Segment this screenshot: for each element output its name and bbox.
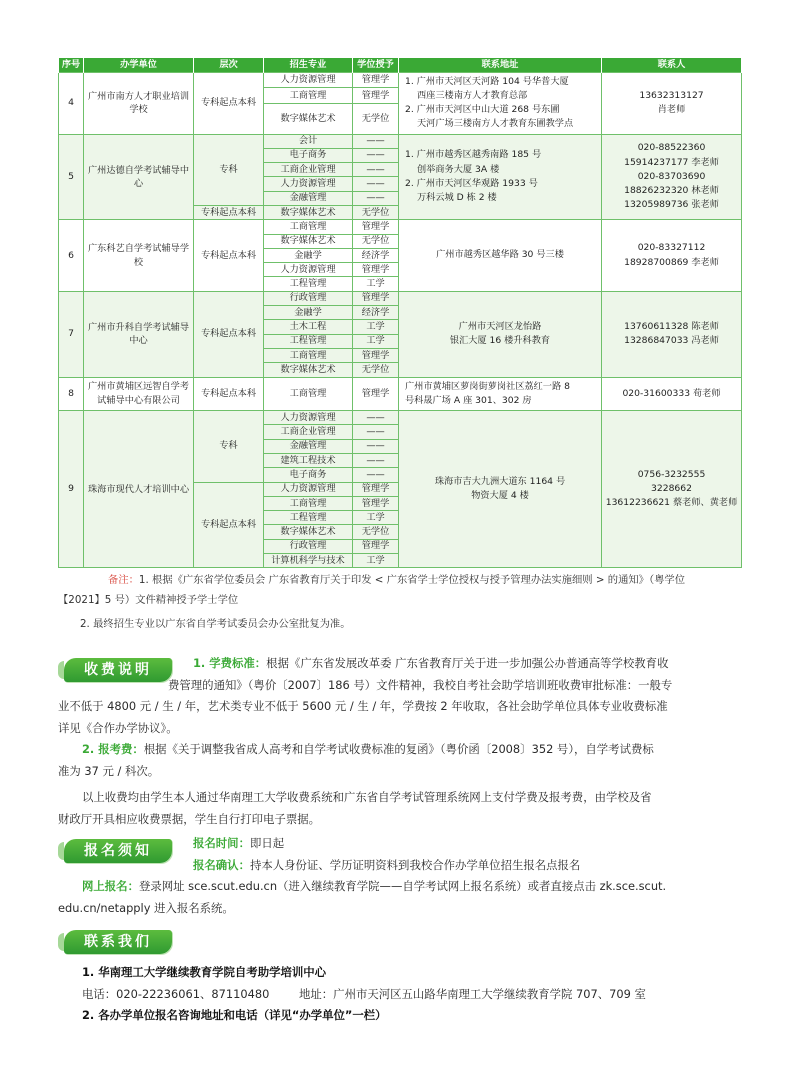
contact-badge: 联系我们 [64, 930, 172, 954]
degree: 工学 [353, 554, 399, 568]
org-level: 专科起点本科 [194, 205, 264, 219]
org-contact: 020-31600333 荀老师 [602, 377, 742, 411]
major: 数字媒体艺术 [264, 525, 353, 539]
degree: 工学 [353, 334, 399, 348]
org-level: 专科 [194, 411, 264, 482]
degree: —— [353, 163, 399, 177]
header-degree: 学位授予 [353, 58, 399, 72]
org-name: 珠海市现代人才培训中心 [84, 411, 194, 568]
org-address: 广州市天河区龙怡路 银汇大厦 16 楼升科教育 [399, 291, 602, 377]
org-level: 专科起点本科 [194, 72, 264, 134]
degree: —— [353, 177, 399, 191]
table-row [59, 220, 742, 234]
table-row [59, 411, 742, 425]
major: 建筑工程技术 [264, 453, 353, 467]
degree: 管理学 [353, 496, 399, 510]
major: 工商企业管理 [264, 425, 353, 439]
degree: 无学位 [353, 363, 399, 377]
degree: 无学位 [353, 103, 399, 134]
row-no: 8 [59, 377, 84, 411]
major: 数字媒体艺术 [264, 103, 353, 134]
org-address: 珠海市吉大九洲大道东 1164 号 物资大厦 4 楼 [399, 411, 602, 568]
major: 工商管理 [264, 377, 353, 411]
row-no: 9 [59, 411, 84, 568]
contact-phone: 电话：020-22236061、87110480 [82, 986, 270, 1001]
fees-badge: 收费说明 [64, 658, 172, 682]
degree: 管理学 [353, 377, 399, 411]
major: 工程管理 [264, 277, 353, 291]
degree: —— [353, 439, 399, 453]
registration-url-text: 登录网址 sce.scut.edu.cn（进入继续教育学院——自学考试网上报名系统）或者直接点击 zk.sce.scut. [138, 879, 667, 893]
degree: 无学位 [353, 205, 399, 219]
row-no: 6 [59, 220, 84, 291]
degree: —— [353, 453, 399, 467]
org-level: 专科起点本科 [194, 377, 264, 411]
note-line-2: 2. 最终招生专业以广东省自学考试委员会办公室批复为准。 [80, 618, 351, 630]
org-level: 专科起点本科 [194, 482, 264, 568]
major: 土木工程 [264, 320, 353, 334]
degree: 工学 [353, 511, 399, 525]
table-row [59, 134, 742, 148]
org-name: 广州市黄埔区远智自学考试辅导中心有限公司 [84, 377, 194, 411]
org-contact: 020-83327112 18928700869 李老师 [602, 220, 742, 291]
registration-badge: 报名须知 [64, 839, 172, 863]
org-name: 广东科艺自学考试辅导学校 [84, 220, 194, 291]
org-name: 广州市升科自学考试辅导中心 [84, 291, 194, 377]
degree: 无学位 [353, 234, 399, 248]
major: 人力资源管理 [264, 482, 353, 496]
org-address: 1. 广州市越秀区越秀南路 185 号 创举商务大厦 3A 楼 2. 广州市天河区华观路 1933 号 万科云城 D 栋 2 楼 [399, 134, 602, 220]
degree: 管理学 [353, 263, 399, 277]
major: 人力资源管理 [264, 263, 353, 277]
major: 人力资源管理 [264, 177, 353, 191]
org-address: 广州市越秀区越华路 30 号三楼 [399, 220, 602, 291]
major: 数字媒体艺术 [264, 205, 353, 219]
degree: —— [353, 411, 399, 425]
org-address: 广州市黄埔区萝岗街萝岗社区荔红一路 8 号科晟广场 A 座 301、302 房 [399, 377, 602, 411]
schools-table [58, 58, 742, 568]
major: 工商企业管理 [264, 163, 353, 177]
major: 数字媒体艺术 [264, 234, 353, 248]
major: 工程管理 [264, 511, 353, 525]
major: 金融学 [264, 248, 353, 262]
contact-address: 地址：广州市天河区五山路华南理工大学继续教育学院 707、709 室 [299, 986, 646, 1001]
major: 行政管理 [264, 539, 353, 553]
major: 工商管理 [264, 88, 353, 104]
org-contact: 0756-3232555 3228662 13612236621 蔡老师、黄老师 [602, 411, 742, 568]
header-no: 序号 [59, 58, 84, 72]
major: 工商管理 [264, 348, 353, 362]
row-no: 5 [59, 134, 84, 220]
degree: 管理学 [353, 72, 399, 88]
degree: 经济学 [353, 306, 399, 320]
degree: —— [353, 191, 399, 205]
degree: 管理学 [353, 291, 399, 305]
major: 计算机科学与技术 [264, 554, 353, 568]
org-contact: 13632313127 肖老师 [602, 72, 742, 134]
degree: 工学 [353, 277, 399, 291]
major: 电子商务 [264, 468, 353, 482]
major: 工商管理 [264, 496, 353, 510]
major: 行政管理 [264, 291, 353, 305]
major: 电子商务 [264, 148, 353, 162]
degree: 管理学 [353, 348, 399, 362]
degree: 管理学 [353, 539, 399, 553]
org-contact: 13760611328 陈老师 13286847033 冯老师 [602, 291, 742, 377]
degree: —— [353, 425, 399, 439]
org-level: 专科 [194, 134, 264, 205]
org-level: 专科起点本科 [194, 220, 264, 291]
header-org: 办学单位 [84, 58, 194, 72]
org-level: 专科起点本科 [194, 291, 264, 377]
note-line-1b: 【2021】5 号）文件精神授予学士学位 [58, 594, 239, 606]
degree: 管理学 [353, 88, 399, 104]
row-no: 4 [59, 72, 84, 134]
major: 金融学 [264, 306, 353, 320]
row-no: 7 [59, 291, 84, 377]
degree: 工学 [353, 320, 399, 334]
header-contact: 联系人 [602, 58, 742, 72]
org-contact: 020-88522360 15914237177 李老师 020-83703690 18826232320 林老师 13205989736 张老师 [602, 134, 742, 220]
note-line-1a: 备注：1. 根据《广东省学位委员会 广东省教育厅关于印发 < 广东省学士学位授权与授予管理办法实施细则 > 的通知》（粤学位 [108, 574, 686, 586]
org-name: 广州达德自学考试辅导中心 [84, 134, 194, 220]
degree: 管理学 [353, 482, 399, 496]
major: 会计 [264, 134, 353, 148]
major: 金融管理 [264, 191, 353, 205]
notes-block [58, 570, 748, 634]
contact-block: 1. 华南理工大学继续教育学院自考助学培训中心 电话：020-22236061、87110480 地址：广州市天河区五山路华南理工大学继续教育学院 707、709 室 2. 各办学单位报名咨询地址和电话（详见“办学单位”一栏） [82, 965, 646, 1022]
org-address: 1. 广州市天河区天河路 104 号华普大厦 西座三楼南方人才教育总部 2. 广州市天河区中山大道 268 号东圃 天河广场三楼南方人才教育东圃教学点 [399, 72, 602, 134]
major: 人力资源管理 [264, 72, 353, 88]
degree: 管理学 [353, 220, 399, 234]
major: 工程管理 [264, 334, 353, 348]
header-level: 层次 [194, 58, 264, 72]
table-row [59, 291, 742, 305]
degree: 经济学 [353, 248, 399, 262]
fees-block: 1. 学费标准：根据《广东省发展改革委 广东省教育厅关于进一步加强公办普通高等学校教育收 费管理的通知》（粤价〔2007〕186 号）文件精神，我校自考社会助学培训班收费审批标准：一般专 业不低于 4800 元 / 生 / 年，艺术类专业不低于 5600 元 / 生 / 年，学费按 2 年收取，各社会助学单位具体专业收费标准 详见《合作办学协议》。 2. 报考费：根据《关于调整我省成人高考和自学考试收费标准的复函》（粤价函〔2008〕352 号），自学考试费标 准为 37 元 / 科次。 以上收费均由学生本人通过华南理工大学收费系统和广东省自学考试管理系统网上支付学费及报考费，由学校及省 财政厅开具相应收费票据，学生自行打印电子票据。 [58, 656, 673, 826]
major: 工商管理 [264, 220, 353, 234]
major: 数字媒体艺术 [264, 363, 353, 377]
degree: —— [353, 134, 399, 148]
degree: —— [353, 148, 399, 162]
registration-block: 报名时间：即日起 报名确认：持本人身份证、学历证明资料到我校合作办学单位招生报名点报名 网上报名：登录网址 sce.scut.edu.cn（进入继续教育学院——自学考试网上报名系统）或者直接点击 zk.sce.scut. edu.cn/netapply 进入报名系统。 [58, 836, 667, 915]
degree: 无学位 [353, 525, 399, 539]
major: 人力资源管理 [264, 411, 353, 425]
major: 金融管理 [264, 439, 353, 453]
table-row [59, 377, 742, 411]
degree: —— [353, 468, 399, 482]
table-header-row [59, 58, 742, 72]
header-address: 联系地址 [399, 58, 602, 72]
org-name: 广州市南方人才职业培训学校 [84, 72, 194, 134]
header-major: 招生专业 [264, 58, 353, 72]
table-row [59, 72, 742, 88]
